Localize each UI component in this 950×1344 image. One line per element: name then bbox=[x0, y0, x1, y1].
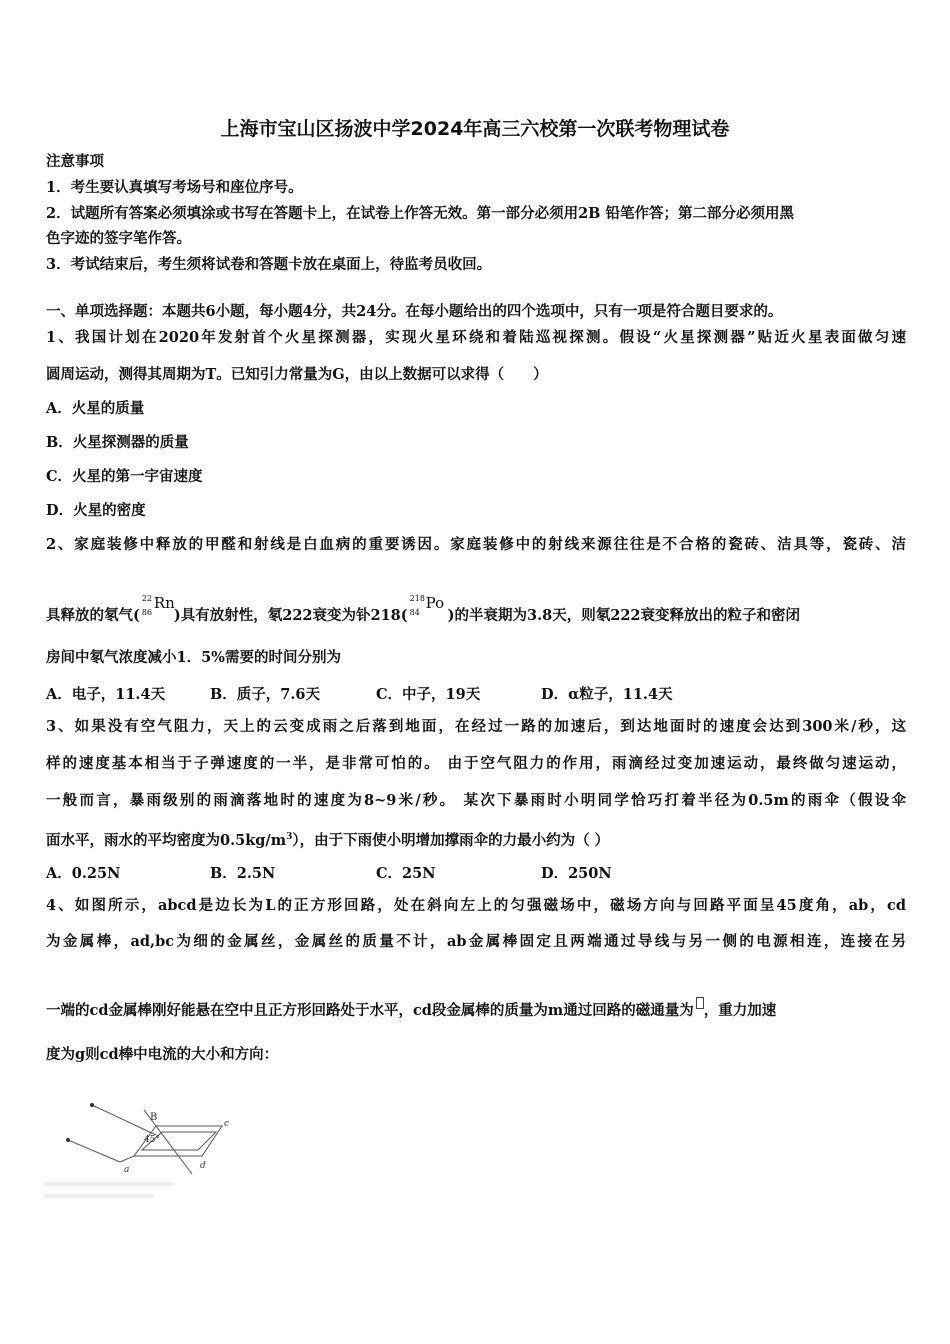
section-heading: 一、单项选择题：本题共6小题，每小题4分，共24分。在每小题给出的四个选项中，只有一项是符合题目要求的。 bbox=[46, 303, 783, 320]
label-b-field: B bbox=[150, 1112, 158, 1123]
q2-option-b: B．质子，7.6天 bbox=[210, 686, 320, 703]
notice-item-3: 3．考试结束后，考生须将试卷和答题卡放在桌面上，待监考员收回。 bbox=[46, 256, 492, 273]
label-a: a bbox=[124, 1165, 130, 1175]
q1-line-1: 1、我国计划在2020年发射首个火星探测器，实现火星环绕和着陆巡视探测。假设“火星探测器”贴近火星表面做匀速 bbox=[46, 329, 906, 346]
radon-isotope: 22 86 Rn bbox=[141, 594, 175, 617]
q3-line-1: 3、如果没有空气阻力，天上的云变成雨之后落到地面，在经过一路的加速后，到达地面时的速度会达到300米/秒，这 bbox=[46, 718, 906, 735]
q2-text-b: )具有放射性，氡222衰变为钋218( bbox=[173, 607, 408, 624]
q4-line-2: 为金属棒，ad,bc为细的金属丝，金属丝的质量不计，ab金属棒固定且两端通过导线与另一侧的电源相连，连接在另 bbox=[46, 933, 906, 950]
notice-item-2-cont: 色字迹的签字笔作答。 bbox=[46, 230, 191, 247]
flux-symbol-placeholder bbox=[696, 997, 704, 1009]
q3-option-b: B．2.5N bbox=[210, 865, 276, 882]
q3-line-4: 面水平，雨水的平均密度为$0.5kg/m^3$），由于下雨使小明增加撑雨伞的力最小约为（ ） bbox=[46, 831, 610, 849]
q2-text-a: 具释放的氡气( bbox=[46, 607, 140, 624]
q2-option-c: C．中子，19天 bbox=[376, 686, 481, 703]
label-d: d bbox=[200, 1161, 206, 1171]
q1-option-d: D．火星的密度 bbox=[46, 502, 146, 519]
rod-link bbox=[120, 1156, 134, 1162]
q4-line-4: 度为g则cd棒中电流的大小和方向： bbox=[46, 1046, 279, 1063]
q4-line-3: 一端的cd金属棒刚好能悬在空中且正方形回路处于水平，cd段金属棒的质量为m通过回路的磁通量为 ，重力加速 bbox=[46, 997, 776, 1020]
wire-top bbox=[92, 1105, 156, 1135]
q1-option-a: A．火星的质量 bbox=[46, 400, 145, 417]
q2-line-3: 房间中氡气浓度减小1．5%需要的时间分别为 bbox=[46, 649, 341, 666]
q3-line-2: 样的速度基本相当于子弹速度的一半，是非常可怕的。 由于空气阻力的作用，雨滴经过变加速运动，最终做匀速运动， bbox=[46, 755, 906, 772]
q3-option-d: D．250N bbox=[541, 865, 612, 882]
q1-option-c: C．火星的第一宇宙速度 bbox=[46, 468, 203, 485]
polonium-isotope: 218 84 Po bbox=[409, 594, 445, 617]
wire-bottom bbox=[68, 1140, 120, 1162]
notice-heading: 注意事项 bbox=[46, 153, 104, 170]
q4-line-1: 4、如图所示，abcd是边长为L的正方形回路，处在斜向左上的匀强磁场中，磁场方向与回路平面呈45度角，ab，cd bbox=[46, 897, 906, 914]
q2-option-d: D．α粒子，11.4天 bbox=[541, 686, 673, 703]
terminal-top bbox=[90, 1103, 94, 1107]
q2-option-a: A．电子，11.4天 bbox=[46, 686, 166, 703]
q2-line-2 bbox=[46, 594, 800, 625]
terminal-bottom bbox=[66, 1138, 70, 1142]
circuit-figure bbox=[44, 1082, 244, 1216]
label-c: c bbox=[224, 1119, 230, 1129]
q3-line-3: 一般而言，暴雨级别的雨滴落地时的速度为8~9米/秒。 某次下暴雨时小明同学恰巧打着半径为0.5m的雨伞（假设伞 bbox=[46, 792, 906, 809]
q3-option-c: C．25N bbox=[376, 865, 436, 882]
smudge-1 bbox=[44, 1182, 174, 1186]
q2-line-1: 2、家庭装修中释放的甲醛和射线是白血病的重要诱因。家庭装修中的射线来源往往是不合格的瓷砖、洁具等，瓷砖、洁 bbox=[46, 536, 906, 553]
notice-item-1: 1．考生要认真填写考场号和座位序号。 bbox=[46, 179, 303, 196]
q1-option-b: B．火星探测器的质量 bbox=[46, 434, 189, 451]
smudge-2 bbox=[44, 1194, 154, 1198]
q1-line-2: 圆周运动，测得其周期为T。已知引力常量为G，由以上数据可以求得（ ） bbox=[46, 366, 548, 383]
q3-option-a: A．0.25N bbox=[46, 865, 121, 882]
label-angle: 45° bbox=[144, 1135, 160, 1145]
q2-text-c: )的半衰期为3.8天，则氡222衰变释放出的粒子和密闭 bbox=[447, 607, 800, 624]
page-title: 上海市宝山区扬波中学2024年高三六校第一次联考物理试卷 bbox=[220, 118, 730, 140]
notice-item-2: 2．试题所有答案必须填涂或书写在答题卡上，在试卷上作答无效。第一部分必须用2B 铅笔作答；第二部分必须用黑 bbox=[46, 205, 794, 222]
